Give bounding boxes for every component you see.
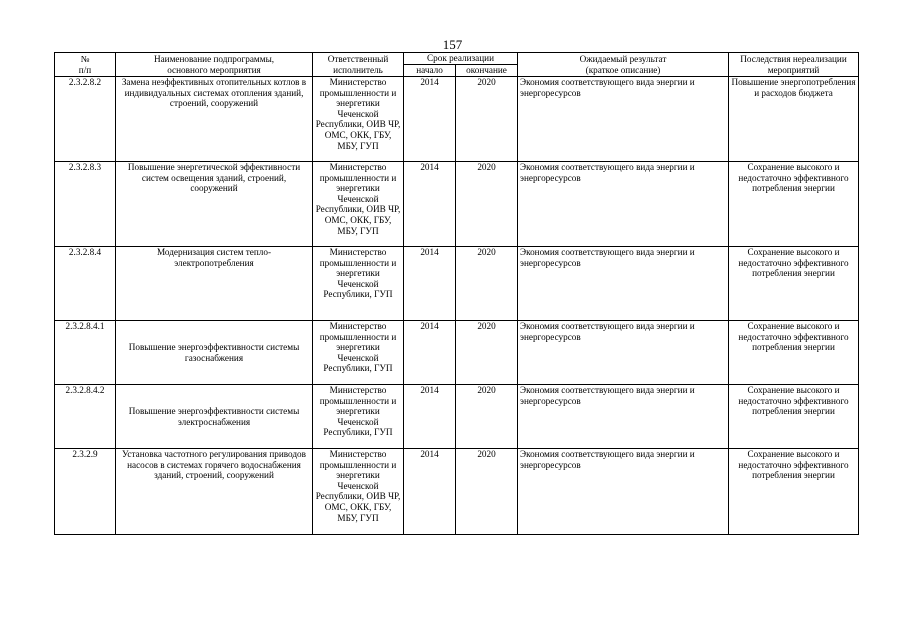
table-row [55, 449, 859, 535]
header-executor-line2: исполнитель [333, 64, 383, 75]
row-result: Экономия соответствующего вида энергии и энергоресурсов [518, 247, 729, 321]
row-result: Экономия соответствующего вида энергии и энергоресурсов [518, 385, 729, 449]
row-result: Экономия соответствующего вида энергии и энергоресурсов [518, 77, 729, 162]
row-executor: Министерство промышленности и энергетики Чеченской Республики, ОИВ ЧР, ОМС, ОКК, ГБУ, МБУ, ГУП [313, 449, 404, 535]
row-consequence: Сохранение высокого и недостаточно эффективного потребления энергии [729, 449, 859, 535]
row-number: 2.3.2.8.2 [55, 77, 116, 162]
measures-table [54, 52, 859, 535]
header-name-line1: Наименование подпрограммы, [153, 53, 275, 64]
row-name: Повышение энергетической эффективности систем освещения зданий, строений, сооружений [116, 162, 313, 247]
row-number: 2.3.2.8.4.2 [55, 385, 116, 449]
row-number: 2.3.2.9 [55, 449, 116, 535]
header-row-1 [55, 53, 859, 65]
header-consequence [729, 53, 859, 77]
row-name: Установка частотного регулирования приводов насосов в системах горячего водоснабжения зданий, строений, сооружений [116, 449, 313, 535]
header-consequence-line1: Последствия нереализации [740, 53, 847, 64]
row-end: 2020 [456, 162, 518, 247]
header-end: окончание [456, 65, 518, 77]
row-start: 2014 [404, 77, 456, 162]
table-row [55, 385, 859, 449]
row-executor: Министерство промышленности и энергетики Чеченской Республики, ГУП [313, 321, 404, 385]
row-end: 2020 [456, 77, 518, 162]
header-result [518, 53, 729, 77]
row-executor: Министерство промышленности и энергетики Чеченской Республики, ГУП [313, 247, 404, 321]
row-end: 2020 [456, 247, 518, 321]
row-executor: Министерство промышленности и энергетики Чеченской Республики, ОИВ ЧР, ОМС, ОКК, ГБУ, МБУ, ГУП [313, 77, 404, 162]
header-num-line1: № [80, 53, 90, 64]
header-num [55, 53, 116, 77]
table-row [55, 162, 859, 247]
header-result-line2: (краткое описание) [585, 64, 661, 75]
row-consequence: Сохранение высокого и недостаточно эффективного потребления энергии [729, 162, 859, 247]
header-num-line2: п/п [78, 64, 92, 75]
row-result: Экономия соответствующего вида энергии и энергоресурсов [518, 162, 729, 247]
header-name-line2: основного мероприятия [167, 64, 261, 75]
header-consequence-line2: мероприятий [767, 64, 820, 75]
header-start: начало [404, 65, 456, 77]
row-executor: Министерство промышленности и энергетики Чеченской Республики, ОИВ ЧР, ОМС, ОКК, ГБУ, МБУ, ГУП [313, 162, 404, 247]
row-result: Экономия соответствующего вида энергии и энергоресурсов [518, 449, 729, 535]
row-start: 2014 [404, 162, 456, 247]
row-consequence: Повышение энергопотребления и расходов бюджета [729, 77, 859, 162]
table-row [55, 247, 859, 321]
row-end: 2020 [456, 385, 518, 449]
header-name [116, 53, 313, 77]
row-consequence: Сохранение высокого и недостаточно эффективного потребления энергии [729, 247, 859, 321]
header-result-line1: Ожидаемый результат [579, 53, 667, 64]
row-result: Экономия соответствующего вида энергии и энергоресурсов [518, 321, 729, 385]
row-number: 2.3.2.8.3 [55, 162, 116, 247]
row-name: Модернизация систем тепло-электропотребления [116, 247, 313, 321]
row-name: Замена неэффективных отопительных котлов в индивидуальных системах отопления зданий, строений, сооружений [116, 77, 313, 162]
row-start: 2014 [404, 247, 456, 321]
row-number: 2.3.2.8.4.1 [55, 321, 116, 385]
row-start: 2014 [404, 321, 456, 385]
row-end: 2020 [456, 321, 518, 385]
table-row [55, 321, 859, 385]
header-period: Срок реализации [404, 53, 518, 65]
header-executor [313, 53, 404, 77]
row-start: 2014 [404, 449, 456, 535]
row-start: 2014 [404, 385, 456, 449]
row-consequence: Сохранение высокого и недостаточно эффективного потребления энергии [729, 385, 859, 449]
row-consequence: Сохранение высокого и недостаточно эффективного потребления энергии [729, 321, 859, 385]
row-end: 2020 [456, 449, 518, 535]
row-name: Повышение энергоэффективности системы электроснабжения [116, 385, 313, 449]
row-executor: Министерство промышленности и энергетики Чеченской Республики, ГУП [313, 385, 404, 449]
row-name: Повышение энергоэффективности системы газоснабжения [116, 321, 313, 385]
table-row [55, 77, 859, 162]
header-executor-line1: Ответственный [327, 53, 389, 64]
page-number: 157 [442, 37, 463, 52]
row-number: 2.3.2.8.4 [55, 247, 116, 321]
